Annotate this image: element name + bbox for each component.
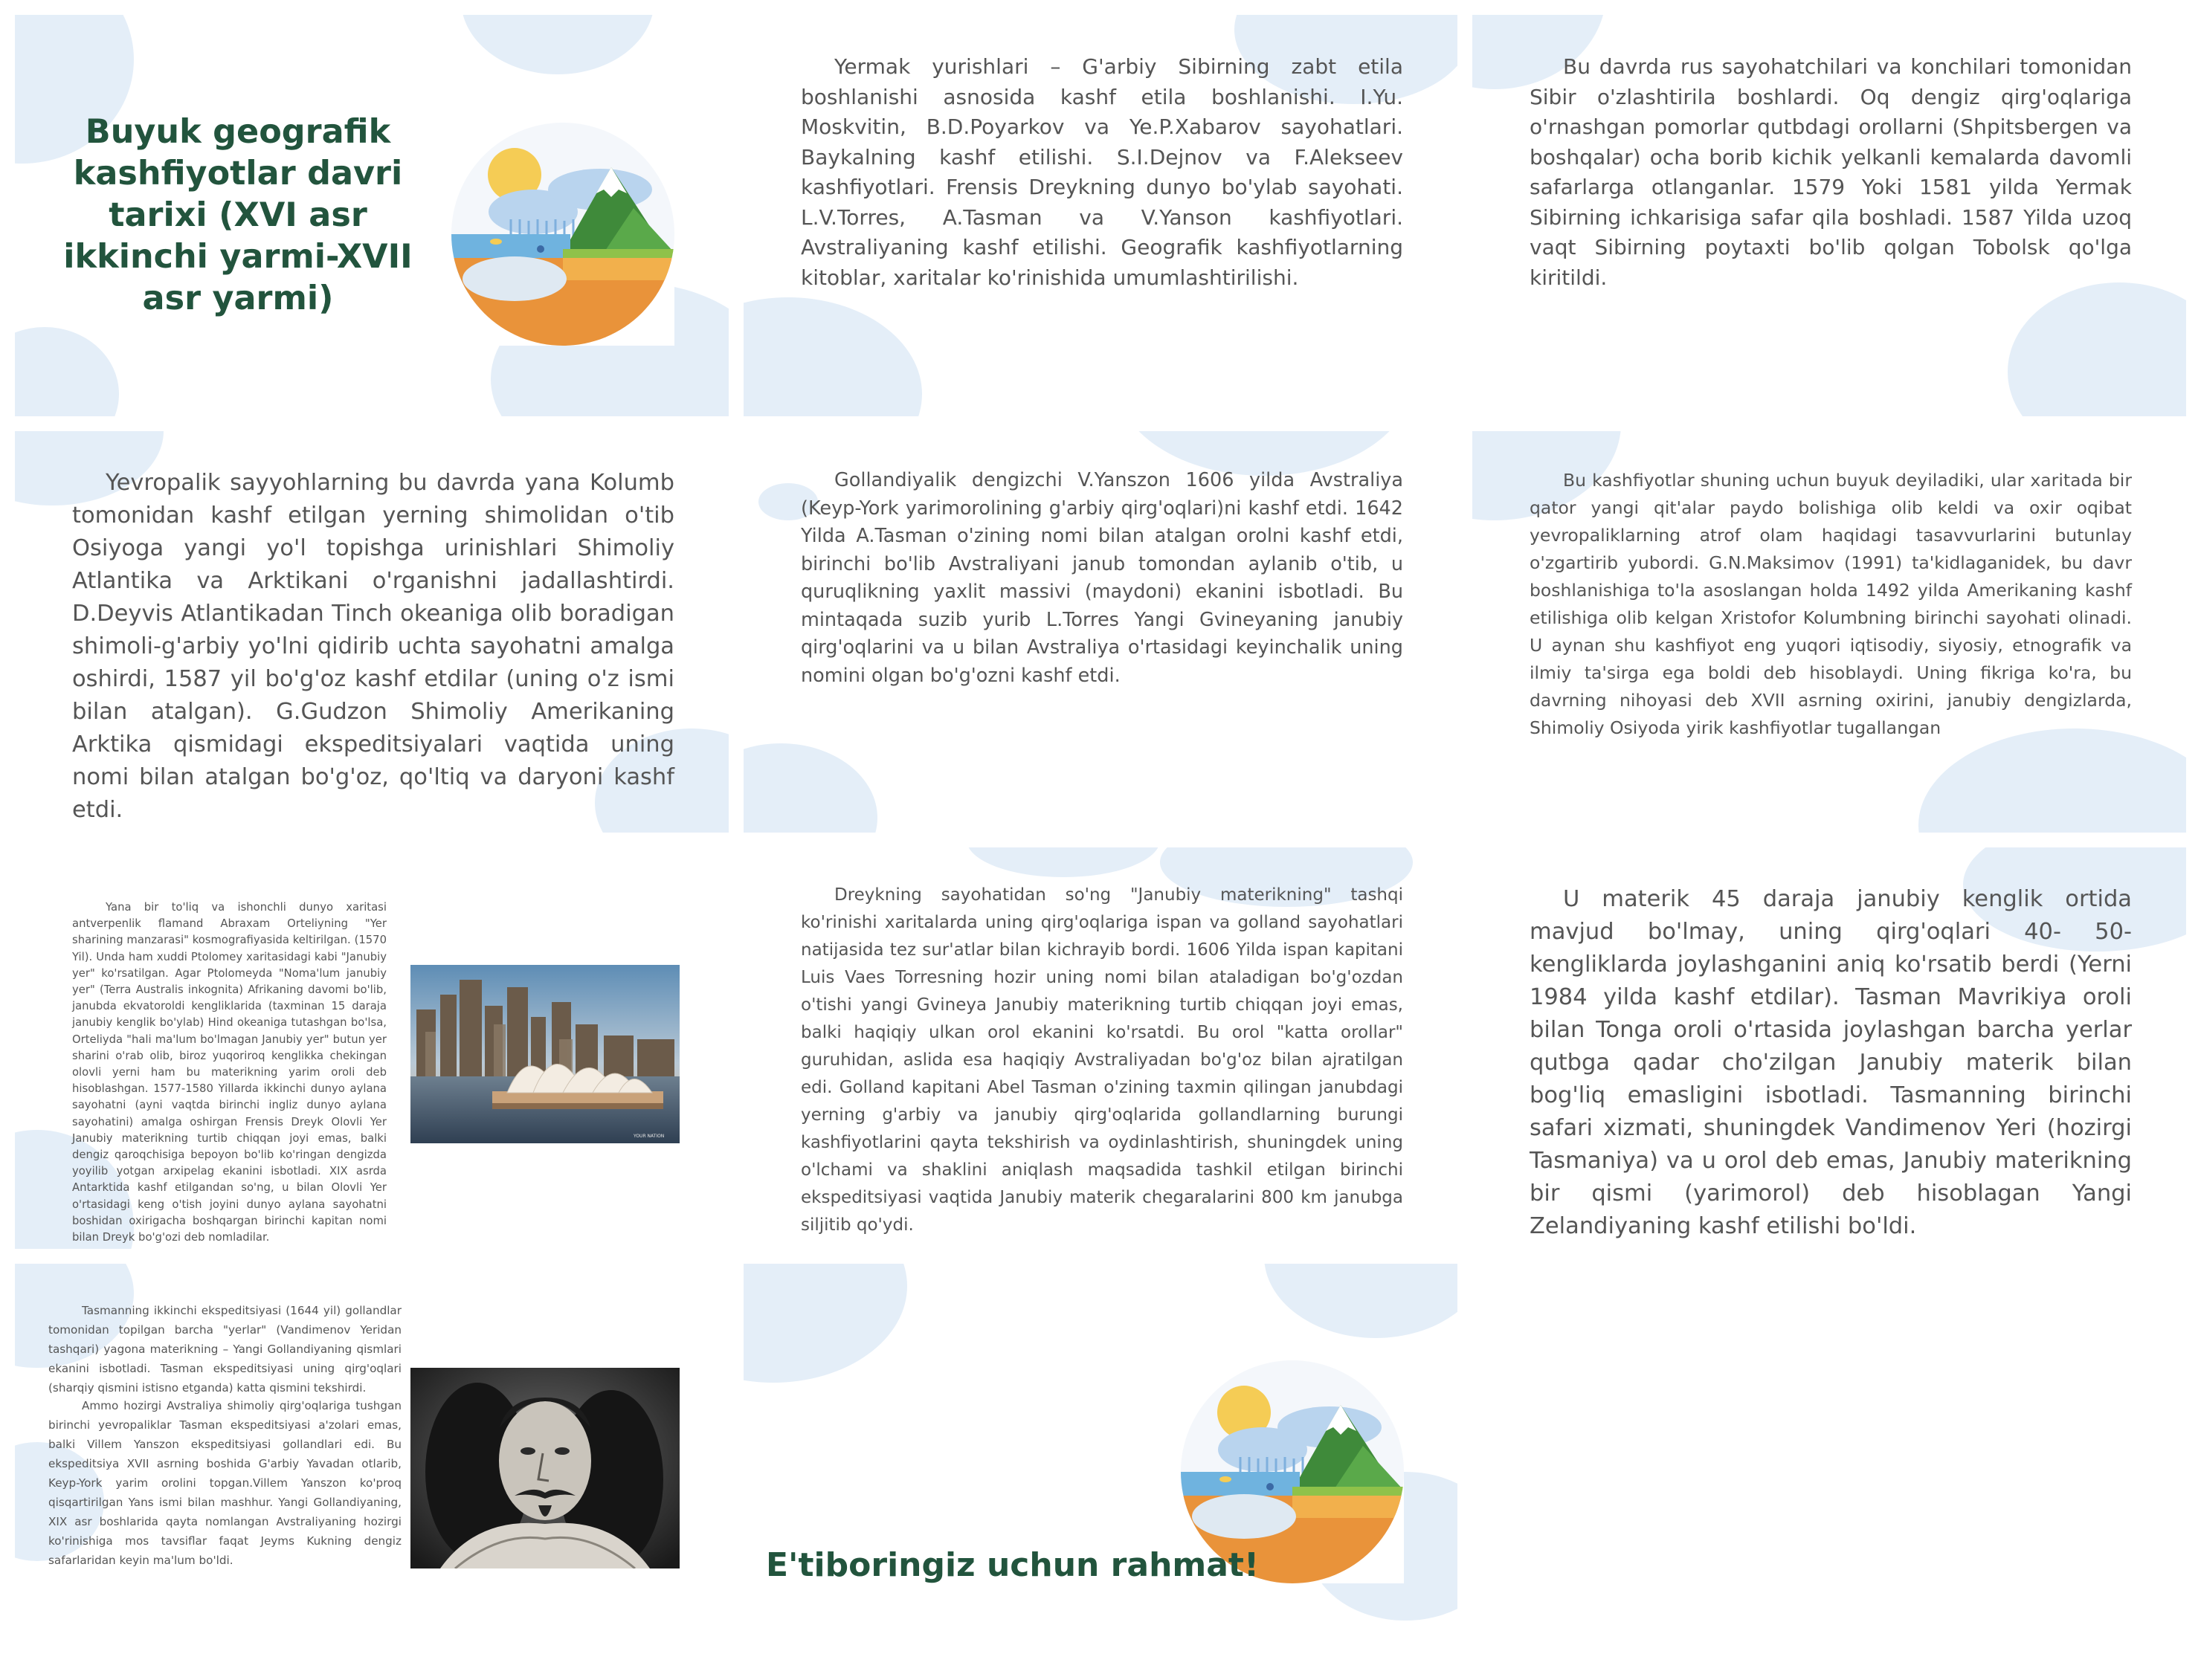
decor-blob — [744, 743, 877, 833]
slide-ortelius — [15, 847, 729, 1249]
slide-overview — [744, 15, 1457, 416]
slide-europeans — [15, 431, 729, 833]
decor-blob — [1264, 1264, 1457, 1338]
decor-blob — [15, 327, 119, 416]
body-text: Yermak yurishlari – G'arbiy Sibirning zabt etila boshlanishi asnosida kashf etila boshlanishi. I.Yu. Moskvitin, B.D.Poyarkov va Ye.P.Xabarov sayohatlari. Baykalning kashf etilishi. S.I.Dejnov va F.Alekseev kashfiyotlari. Frensis Dreykning dunyo bo'ylab sayohati. L.V.Torres, A.Tasman va V.Yanson kashfiyotlari. Avstraliyaning kashf etilishi. Geografik kashfiyotlarning kitoblar, xaritalar ko'rinishida umumlashtirilishi. — [801, 54, 1403, 290]
body-text: Dreykning sayohatidan so'ng "Janubiy materikning" tashqi ko'rinishi xaritalarda uning qirg'oqlariga ispan va golland sayohatlari natijasida tez sur'atlar bilan kichrayib bordi. 1606 Yilda ispan kapitani Luis Vaes Torresning hozir uning nomi bilan ataladigan bo'g'ozdan o'tishi yangi Gvineya Janubiy materikning turtib chiqqan joyi emas, balki haqiqiy ulkan orol ekanini ko'rsatdi. Bu orol "katta orollar" guruhidan, aslida esa haqiqiy Avstraliyadan bo'g'oz bilan ajratilgan edi. Golland kapitani Abel Tasman o'zining taxmin qilingan janubdagi yerning g'arbiy va janubiy qirg'oqlarida gollandlarning burungi kashfiyotlarini qayta tekshirish va oydinlashtirish, shuningdek uning o'lchami va shaklini aniqlash maqsadida tashkil etilgan birinchi ekspeditsiyasi vaqtida Janubiy materik chegaralarini 800 km janubga siljitib qo'ydi. — [801, 885, 1403, 1235]
body-text: Bu kashfiyotlar shuning uchun buyuk deyiladiki, ular xaritada bir qator yangi qit'alar paydo bolishiga olib keldi va oxir oqibat yevropaliklarning atrof olam haqidagi tasavvurlarini butunlay o'zgartirib yubordi. G.N.Maksimov (1991) ta'kidlaganidek, bu davr boshlanishiga to'la asoslangan holda 1492 yilda Amerikaning kashf etilishiga olib kelgan Xristofor Kolumbning birinchi sayohati olinadi. U aynan shu kashfiyot eng yuqori iqtisodiy, siyosiy, etnografik va ilmiy ta'sirga ega boldi deb hisoblaydi. Uning fikriga ko'ra, bu davrning nihoyasi deb XVII asrning oxirini, janubiy dengizlarda, Shimoliy Osiyoda yirik kashfiyotlar tugallangan — [1530, 470, 2132, 738]
slide-siberia — [1472, 15, 2186, 416]
decor-blob — [744, 297, 922, 416]
thanks-message: E'tiboringiz uchun rahmat! — [766, 1546, 1260, 1584]
slide-drake — [744, 847, 1457, 1249]
body-text: Bu davrda rus sayohatchilari va konchilari tomonidan Sibir o'zlashtirila boshlardi. Oq dengiz qirg'oqlariga o'rnashgan pomorlar qutbdagi orollarni (Shpitsbergen va boshqalar) ocha borib kichik yelkanli kemalarda davomli safarlarga otlanganlar. 1579 Yoki 1581 yilda Yermak Sibirning ichkarisiga safar qila boshladi. 1587 Yilda uzoq vaqt Sibirning poytaxti bo'lib qolgan Tobolsk qo'lga kiritildi. — [1530, 54, 2132, 290]
nature-landscape-icon — [451, 123, 674, 346]
slide-second-expedition — [15, 1264, 729, 1665]
portrait-engraving-photo — [410, 1368, 680, 1568]
decor-blob — [1918, 728, 2186, 833]
slide-title — [15, 15, 729, 416]
body-text: U materik 45 daraja janubiy kenglik ortida mavjud bo'lmay, uning qirg'oqlari 40- 50- kengliklarda joylashganini aniq ko'rsatib berdi (Yerni 1984 yilda kashf etdilar). Tasman Mavrikiya oroli bilan Tonga oroli o'rtasida joylashgan barcha yerlar qutbga qadar cho'zilgan Janubiy materik bilan bog'liq emasligini isbotladi. Tasmanning birinchi safari xizmati, shuningdek Vandimenov Yeri (hozirgi Tasmaniya) va u orol deb emas, Janubiy materikning bir qismi (yarimorol) deb hisoblagan Yangi Zelandiyaning kashf etilishi bo'ldi. — [1530, 886, 2132, 1239]
slide-discoveries-meaning — [1472, 431, 2186, 833]
body-text: Tasmanning ikkinchi ekspeditsiyasi (1644 yil) gollandlar tomonidan topilgan barcha "yerlar" (Vandimenov Yeridan tashqari) yagona materikning – Yangi Gollandiyaning qismlari ekanini isbotladi. Tasman ekspeditsiyasi uning qirg'oqlari (sharqiy qismini istisno etganda) katta qismini tekshirdi. — [48, 1304, 402, 1395]
body-text: Ammo hozirgi Avstraliya shimoliy qirg'oqlariga tushgan birinchi yevropaliklar Tasman ekspeditsiyasi a'zolari emas, balki Villem Yanszon ekspeditsiyasi gollandlari edi. Bu ekspeditsiya XVII asrning boshida G'arbiy Yavadan otlarib, Keyp-York yarim orolini topgan.Villem Yanszon ko'proq qisqartirilgan Yans ismi bilan mashhur. Yangi Gollandiyaning, XIX asr boshlarida qayta nomlangan Avstraliyaning hozirgi ko'rinishiga mos tavsiflar faqat Jeyms Kukning dengiz safarlaridan keyin ma'lum bo'ldi. — [48, 1399, 402, 1567]
body-text: Gollandiyalik dengizchi V.Yanszon 1606 yilda Avstraliya (Keyp-York yarimorolining g'arbiy qirg'oqlari)ni kashf etdi. 1642 Yilda A.Tasman o'zining nomi bilan atalgan orolni kashf etdi, birinchi bo'lib Avstraliyani janub tomondan aylanib o'tib, u quruqlikning yaxlit massivi (maydoni) ekanini isbotladi. Bu mintaqada suzib yurib L.Torres Yangi Gvineyaning janubiy qirg'oqlarini va u bilan Avstraliya o'rtasidagi keyinchalik uning nomini olgan bo'g'ozni kashf etdi. — [801, 469, 1403, 687]
body-text: Yana bir to'liq va ishonchli dunyo xaritasi antverpenlik flamand Abraxam Orteliyning "Yer sharining manzarasi" kosmografiyasida keltirilgan. (1570 Yil). Unda ham xuddi Ptolomey xaritasidagi kabi "Janubiy yer" ko'rsatilgan. Agar Ptolomeyda "Noma'lum janubiy yer" (Terra Australis inkognita) Afrikaning davomi bo'lib, janubda ekvatoroldi kengliklarida (taxminan 15 daraja janubiy kenglik bo'ylab) Hind okeaniga tutashgan bo'lsa, Orteliyda "hali ma'lum bo'lmagan Janubiy yer" butun yer sharini o'rab olib, biroz yuqoriroq kenglikka chekingan olovli yerni ham bu materikning yarim oroli deb hisoblashgan. 1577-1580 Yillarda ikkinchi dunyo aylana sayohatni (ayni vaqtda birinchi ingliz dunyo aylana sayohatini) amalga oshirgan Frensis Dreyk Olovli Yer Janubiy materikning turtib chiqqan joyi emas, balki dengiz qaroqchisiga bepoyon bo'lib ko'ringan dengizda yoyilib yotgan arxipelag ekanini isbotladi. XIX asrda Antarktida kashf etilgandan so'ng, u bilan Olovli Yer o'rtasidagi keng o'tish joyini dunyo aylana sayohatni boshidan oxirigacha boshqargan birinchi kapitan nomi bilan Dreyk bo'g'ozi deb nomladilar. — [72, 901, 387, 1244]
decor-blob — [967, 847, 1160, 877]
slide-thanks — [744, 1264, 1457, 1665]
page-title: Buyuk geografik kashfiyotlar davri tarixi (XVI asr ikkinchi yarmi-XVII asr yarmi) — [63, 113, 413, 317]
slide-tasman — [1472, 847, 2186, 1249]
body-text: Yevropalik sayyohlarning bu davrda yana Kolumb tomonidan kashf etilgan yerning shimolidan o'tib Osiyoga yangi yo'l topishga urinishlari Shimoliy Atlantika va Arktikani o'rganishni jadallashtirdi. D.Deyvis Atlantikadan Tinch okeaniga olib boradigan shimoli-g'arbiy yo'lni qidirib uchta sayohatni amalga oshirdi, 1587 yil bo'g'oz kashf etdilar (uning o'z ismi bilan atalgan). G.Gudzon Shimoliy Amerikaning Arktika qismidagi ekspeditsiyalari vaqtida uning nomi bilan atalgan bo'g'oz, qo'ltiq va daryoni kashf etdi. — [72, 470, 674, 823]
decor-blob — [461, 15, 654, 74]
decor-blob — [744, 1264, 907, 1383]
photo-watermark: YOUR NATION — [634, 1134, 665, 1139]
slide-australia — [744, 431, 1457, 833]
sydney-opera-house-photo — [410, 965, 680, 1143]
decor-blob — [2008, 282, 2186, 416]
